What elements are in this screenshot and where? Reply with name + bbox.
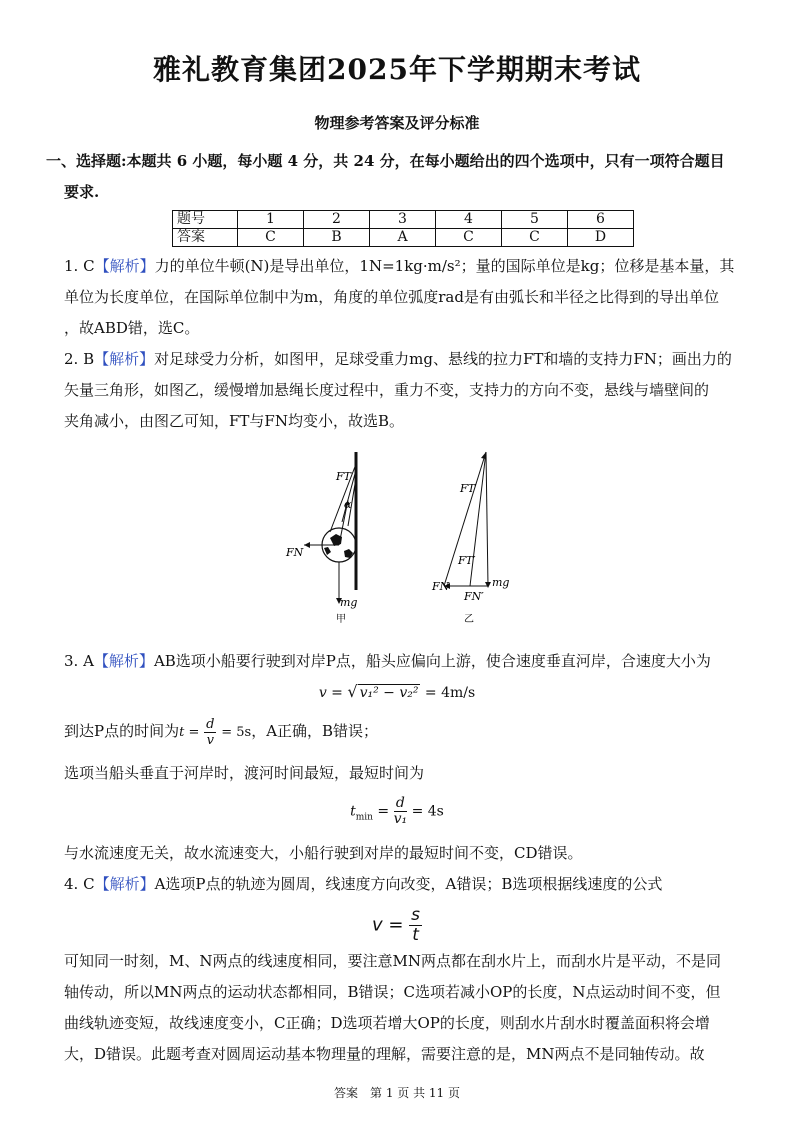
caption-yi: 乙 (464, 614, 474, 625)
fraction-num: d (394, 796, 408, 812)
table-row (173, 211, 634, 229)
table-cell: A (370, 229, 436, 247)
q4-line1 (64, 869, 748, 900)
q1-text: 力的单位牛顿(N)是导出单位，1N=1kg·m/s²；量的国际单位是kg；位移是基本量，其 (154, 257, 735, 275)
fraction-den: v (206, 732, 214, 748)
mg-vector (486, 452, 488, 586)
q2-line3: 夹角减小，由图乙可知，FT与FN均变小，故选B。 (64, 412, 404, 430)
q4-text: A选项P点的轨迹为圆周，线速度方向改变，A错误；B选项根据线速度的公式 (154, 875, 663, 893)
q1-prefix: 1. C (64, 257, 95, 275)
fraction-den: v₁ (393, 811, 408, 827)
q3-line4: 与水流速度无关，故水流速变大，小船行驶到对岸的最短时间不变，CD错误。 (64, 844, 583, 862)
q3-equation2 (0, 796, 794, 827)
eq-t: t = (179, 725, 200, 740)
q1-line2: 单位为长度单位，在国际单位制中为m，角度的单位弧度rad是有由弧长和半径之比得到的导出单位 (64, 288, 719, 306)
eq-rhs: = 5s (221, 725, 252, 740)
label-ft: FT (336, 470, 351, 483)
label-fn: FN (286, 546, 304, 559)
page-subtitle: 物理参考答案及评分标准 (314, 114, 480, 132)
table-cell: 1 (238, 211, 304, 229)
eq-lhs: v = (371, 914, 404, 936)
arrowhead (304, 542, 310, 548)
q4-line5: 大，D错误。此题考查对圆周运动基本物理量的理解，需要注意的是，MN两点不是同轴传动。故 (64, 1045, 705, 1063)
eq-rhs: = 4m/s (424, 685, 476, 701)
fraction (204, 717, 216, 748)
q4-line2: 可知同一时刻，M、N两点的线速度相同，要注意MN两点都在刮水片上，而刮水片是平动，不是同 (64, 952, 721, 970)
arrowhead (485, 582, 491, 588)
fraction-den: t (412, 925, 419, 945)
fraction (409, 906, 422, 945)
q4-tag: 【解析】 (94, 875, 155, 893)
section-heading (46, 146, 748, 177)
label-fn: FN (432, 580, 450, 593)
table-cell: 6 (568, 211, 634, 229)
q3-equation1 (0, 682, 794, 701)
q3-line2-pre: 到达P点的时间为 (64, 722, 180, 740)
q3-line2-post: ，A正确，B错误； (251, 722, 379, 740)
force-diagram-left (280, 448, 380, 628)
force-diagram-right (430, 448, 530, 628)
answer-table (172, 210, 634, 247)
q2-tag: 【解析】 (94, 350, 155, 368)
q3-line3: 选项当船头垂直于河岸时，渡河时间最短，最短时间为 (64, 764, 425, 782)
eq-rhs: = 4s (411, 803, 444, 820)
eq-radicand: v₁² − v₂² (359, 685, 419, 701)
table-cell: 2 (304, 211, 370, 229)
q1-line1 (64, 251, 748, 282)
table-row (173, 229, 634, 247)
q3-line2 (64, 716, 748, 748)
label-mg: mg (340, 596, 358, 609)
q2-line2: 矢量三角形，如图乙，缓慢增加悬绳长度过程中，重力不变，支持力的方向不变，悬线与墙壁间的 (64, 381, 710, 399)
eq-sub: min (355, 812, 373, 823)
q3-prefix: 3. A (64, 652, 94, 670)
q2-line1 (64, 344, 748, 375)
caption-jia: 甲 (336, 614, 346, 625)
table-cell: 5 (502, 211, 568, 229)
table-cell: B (304, 229, 370, 247)
q4-equation (0, 906, 794, 945)
label-alpha: α (344, 498, 352, 511)
table-cell: 3 (370, 211, 436, 229)
q4-prefix: 4. C (64, 875, 95, 893)
table-cell: C (238, 229, 304, 247)
q2-text: 对足球受力分析，如图甲，足球受重力mg、悬线的拉力FT和墙的支持力FN；画出力的 (154, 350, 732, 368)
eq-lhs: t (350, 803, 356, 820)
page-footer: 答案 第 1 页 共 11 页 (334, 1086, 460, 1100)
q2-prefix: 2. B (64, 350, 95, 368)
q1-tag: 【解析】 (94, 257, 155, 275)
table-cell: C (436, 229, 502, 247)
table-cell: C (502, 229, 568, 247)
label-fn2: FN′ (464, 590, 484, 603)
q1-line3: ，故ABD错，选C。 (64, 319, 200, 337)
table-cell: 4 (436, 211, 502, 229)
eq-lhs: v = (318, 685, 343, 701)
section-heading-line1: 一、选择题:本题共 6 小题，每小题 4 分，共 24 分，在每小题给出的四个选项中，只有一项符合题目 (46, 152, 725, 170)
q4-line4: 曲线轨迹变短，故线速度变小，C正确；D选项若增大OP的长度，则刮水片刮水时覆盖面积将会增 (64, 1014, 710, 1032)
table-header-cell: 答案 (173, 229, 238, 247)
label-ft2: FT′ (458, 554, 476, 567)
q4-line3: 轴传动，所以MN两点的运动状态都相同，B错误；C选项若减小OP的长度，N点运动时间不变，但 (64, 983, 721, 1001)
label-ft: FT (460, 482, 475, 495)
table-cell: D (568, 229, 634, 247)
q3-line1 (64, 646, 748, 677)
table-header-cell: 题号 (173, 211, 238, 229)
page-title: 雅礼教育集团2025年下学期期末考试 (153, 53, 641, 86)
section-heading-line2: 要求. (64, 183, 100, 201)
equals-sign: = (377, 803, 390, 820)
label-mg: mg (492, 576, 510, 589)
fraction-num: d (206, 716, 215, 732)
q3-tag: 【解析】 (93, 652, 154, 670)
q3-text: AB选项小船要行驶到对岸P点，船头应偏向上游，使合速度垂直河岸，合速度大小为 (153, 652, 711, 670)
fraction (394, 796, 408, 827)
fraction-num: s (411, 905, 421, 925)
sqrt-sign: √ (347, 682, 358, 701)
